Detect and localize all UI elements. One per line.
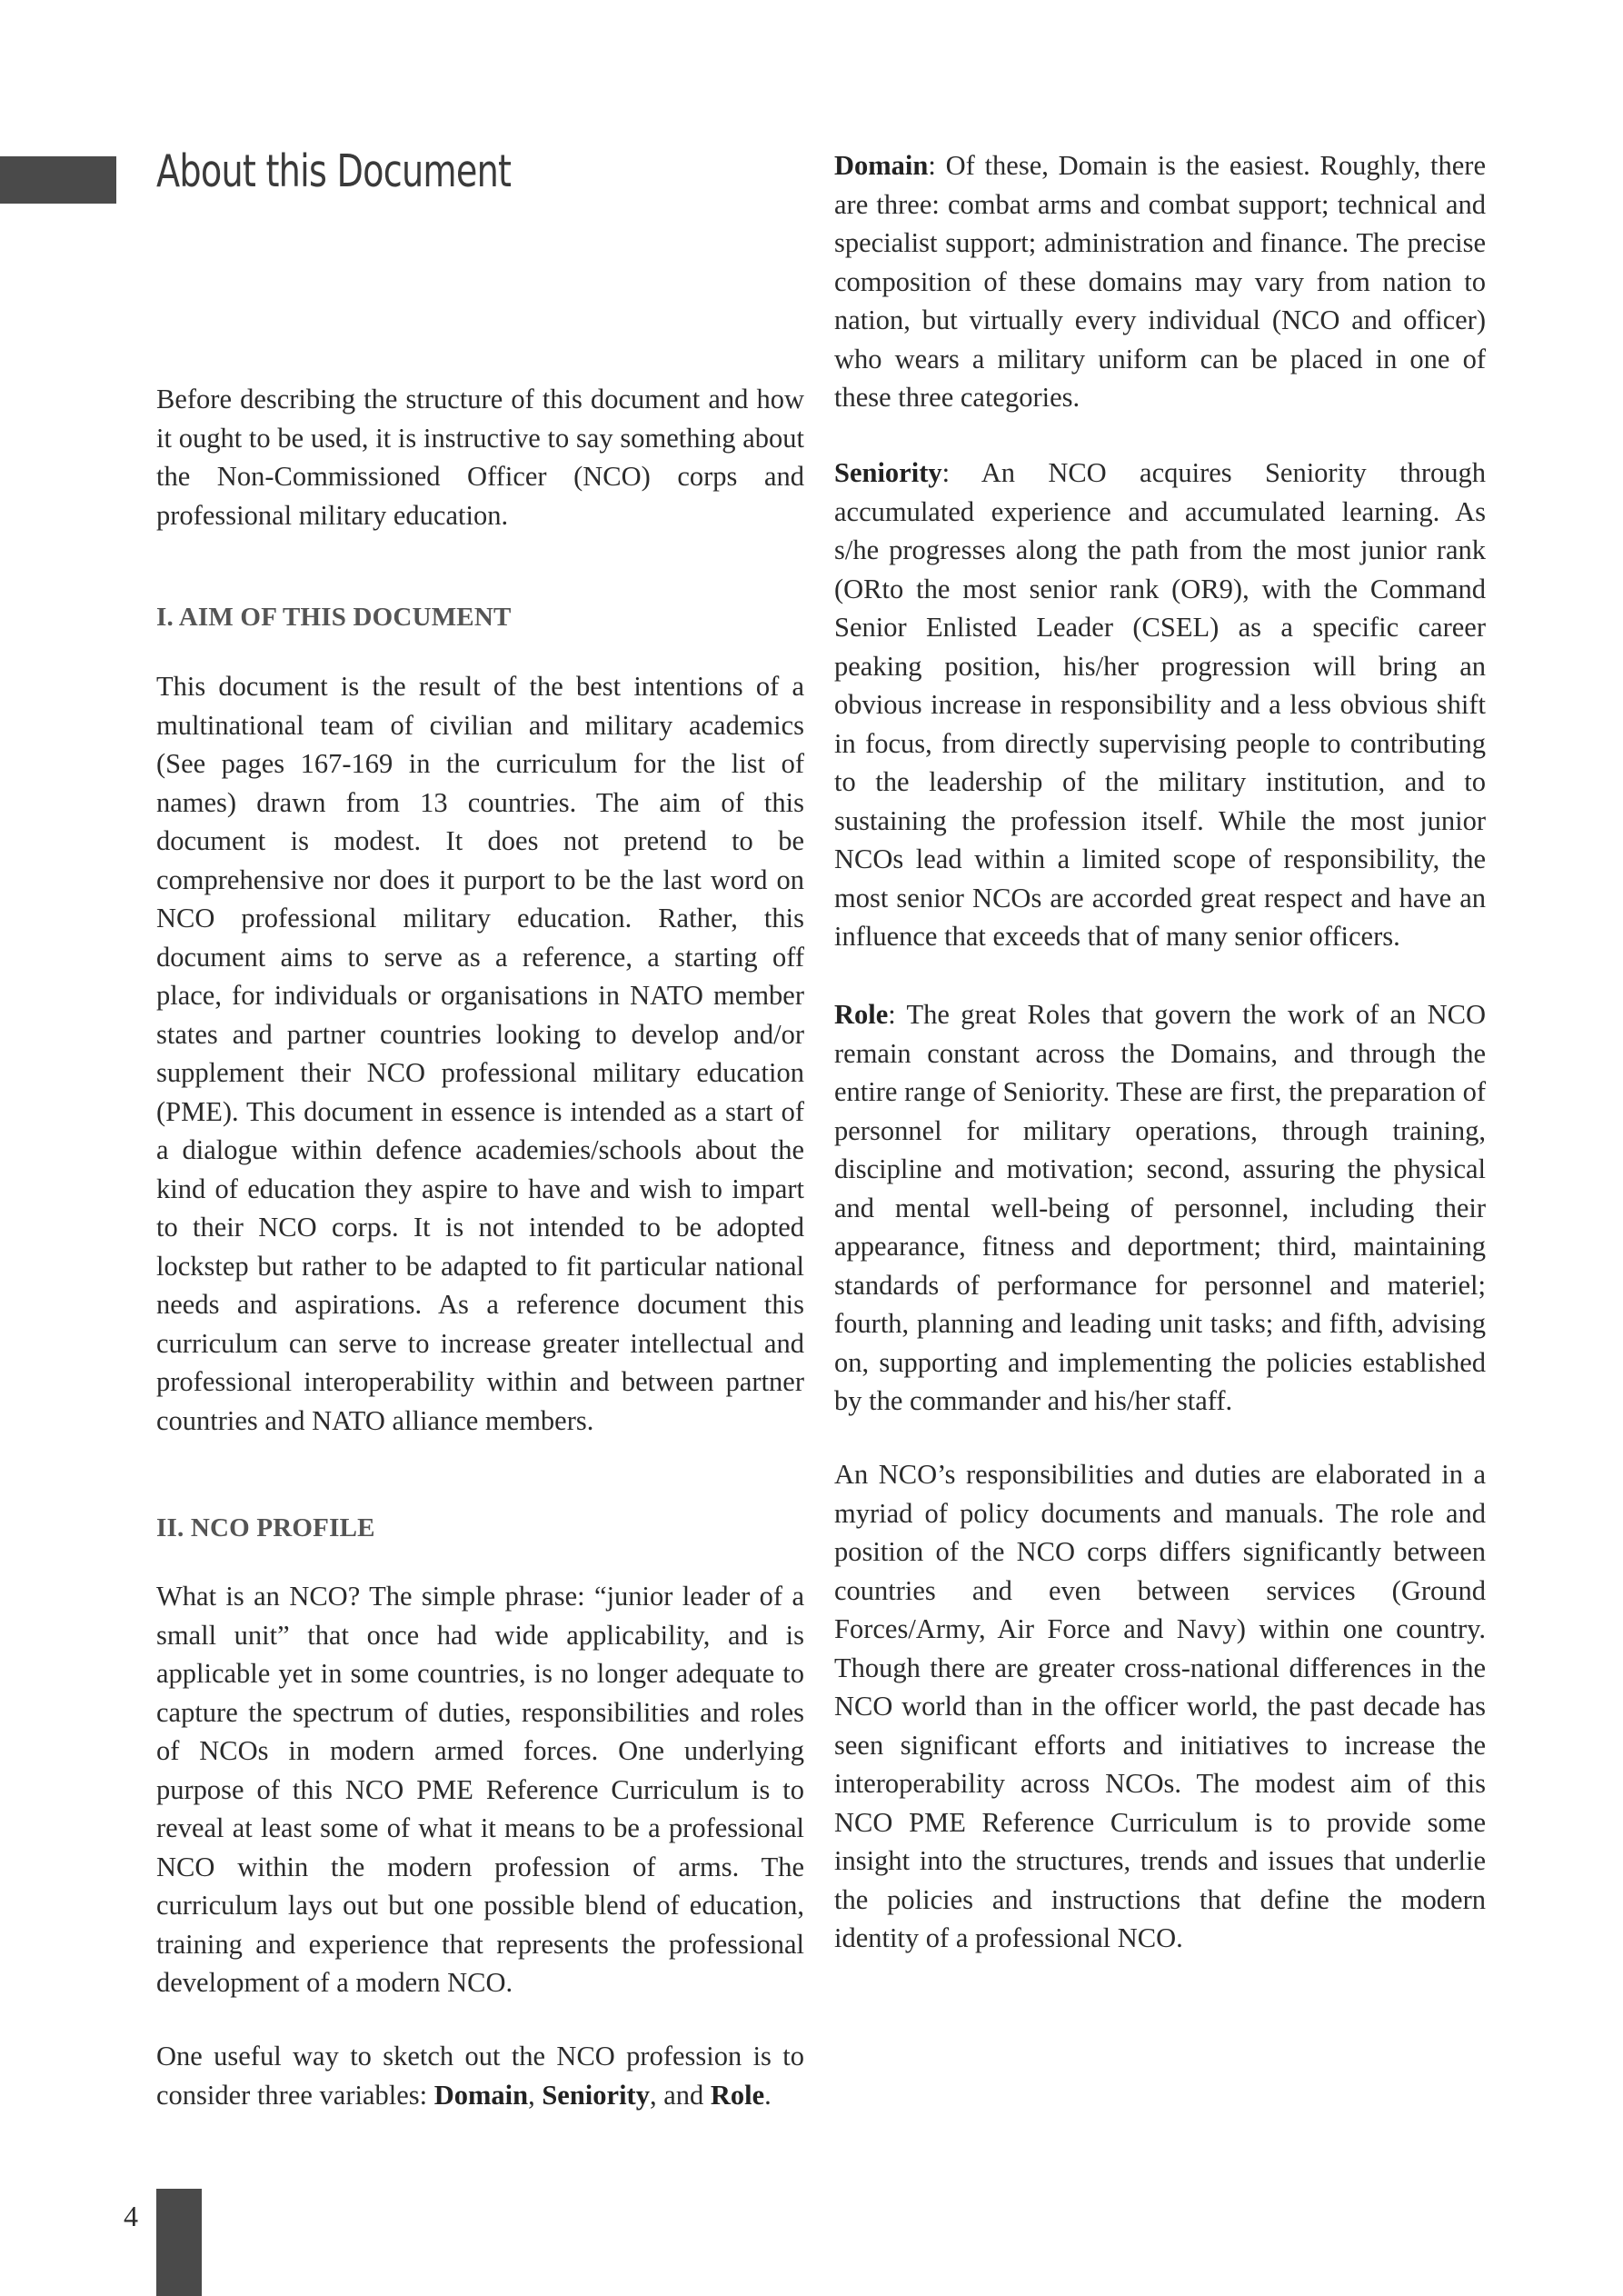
intro-paragraph: Before describing the structure of this document and how it ought to be used, it is instructive to say something about the Non-Commissioned Officer (NCO) corps and professional military education. (156, 384, 804, 531)
section-heading-aim: I. AIM OF THIS DOCUMENT (156, 603, 512, 632)
section-heading-nco-profile: II. NCO PROFILE (156, 1513, 375, 1542)
closing-paragraph: An NCO’s responsibilities and duties are elaborated in a myriad of policy documents and manuals. The role and position of the NCO corps differs significantly between countries and even between services (Ground Forces/Army, Air Force and Navy) within one country. Though there are greater cross-national differences in the NCO world than in the officer world, the past decade has seen significant efforts and initiatives to increase the interoperability across NCOs. The modest aim of this NCO PME Reference Curriculum is to provide some insight into the structures, trends and issues that underlie the policies and instructions that define the modern identity of a professional NCO. (834, 1459, 1486, 1953)
variables-separator: , and (649, 2079, 711, 2111)
variables-intro-text: One useful way to sketch out the NCO profession is to consider three variables: (156, 2041, 804, 2111)
nco-profile-paragraph: What is an NCO? The simple phrase: “junior leader of a small unit” that once had wide applicability, and is applicable yet in some countries, is no longer adequate to capture the spectrum of duties, responsibilities and roles of NCOs in modern armed forces. One underlying purpose of this NCO PME Reference Curriculum is to reveal at least some of what it means to be a professional NCO within the modern profession of arms. The curriculum lays out but one possible blend of education, training and experience that represents the professional development of a modern NCO. (156, 1581, 804, 1998)
domain-text: : Of these, Domain is the easiest. Roughly, there are three: combat arms and combat support; technical and specialist support; administration and finance. The precise composition of these domains may vary from nation to nation, but virtually every individual (NCO and officer) who wears a military uniform can be placed in one of these three categories. (834, 150, 1486, 413)
variables-paragraph (156, 2037, 804, 2114)
variable-seniority: Seniority (542, 2079, 650, 2111)
footer-accent-bar (156, 2189, 202, 2296)
seniority-text: : An NCO acquires Seniority through accumulated experience and accumulated learning. As s/he progresses along the path from the most junior rank (ORto the most senior rank (OR9), with the Command Senior Enlisted Leader (CSEL) as a specific career peaking position, his/her progression will bring an obvious increase in responsibility and a less obvious shift in focus, from directly supervising people to contributing to the leadership of the military institution, and to sustaining the profession itself. While the most junior NCOs lead within a limited scope of responsibility, the most senior NCOs are accorded great respect and have an influence that exceeds that of many senior officers. (834, 457, 1486, 952)
role-term: Role (834, 999, 889, 1030)
domain-paragraph (834, 146, 1486, 417)
seniority-term: Seniority (834, 457, 942, 488)
variable-role: Role (710, 2079, 765, 2111)
variable-domain: Domain (433, 2079, 529, 2111)
role-text: : The great Roles that govern the work of an NCO remain constant across the Domains, and through the entire range of Seniority. These are first, the preparation of personnel for military operations, through training, discipline and motivation; second, assuring the physical and mental well-being of personnel, including their appearance, fitness and deportment; third, maintaining standards of performance for personnel and materiel; fourth, planning and leading unit tasks; and fifth, advising on, supporting and implementing the policies established by the commander and his/her staff. (834, 999, 1486, 1416)
aim-paragraph: This document is the result of the best intentions of a multinational team of civilian and military academics (See pages 167-169 in the curriculum for the list of names) drawn from 13 countries. The aim of this document is modest. It does not pretend to be comprehensive nor does it purport to be the last word on NCO professional military education. Rather, this document aims to serve as a reference, a starting off place, for individuals or organisations in NATO member states and partner countries looking to develop and/or supplement their NCO professional military education (PME). This document in essence is intended as a start of a dialogue within defence academies/schools about the kind of education they aspire to have and wish to impart to their NCO corps. It is not intended to be adopted lockstep but rather to be adapted to fit particular national needs and aspirations. As a reference document this curriculum can serve to increase greater intellectual and professional interoperability within and between partner countries and NATO alliance members. (156, 671, 804, 1436)
seniority-paragraph (834, 454, 1486, 956)
role-paragraph (834, 995, 1486, 1421)
header-accent-bar (0, 156, 116, 204)
page-number: 4 (124, 2200, 138, 2232)
page-title: About this Document (156, 145, 512, 197)
variables-separator: , (528, 2079, 543, 2111)
domain-term: Domain (834, 150, 929, 181)
variables-end: . (764, 2079, 772, 2111)
